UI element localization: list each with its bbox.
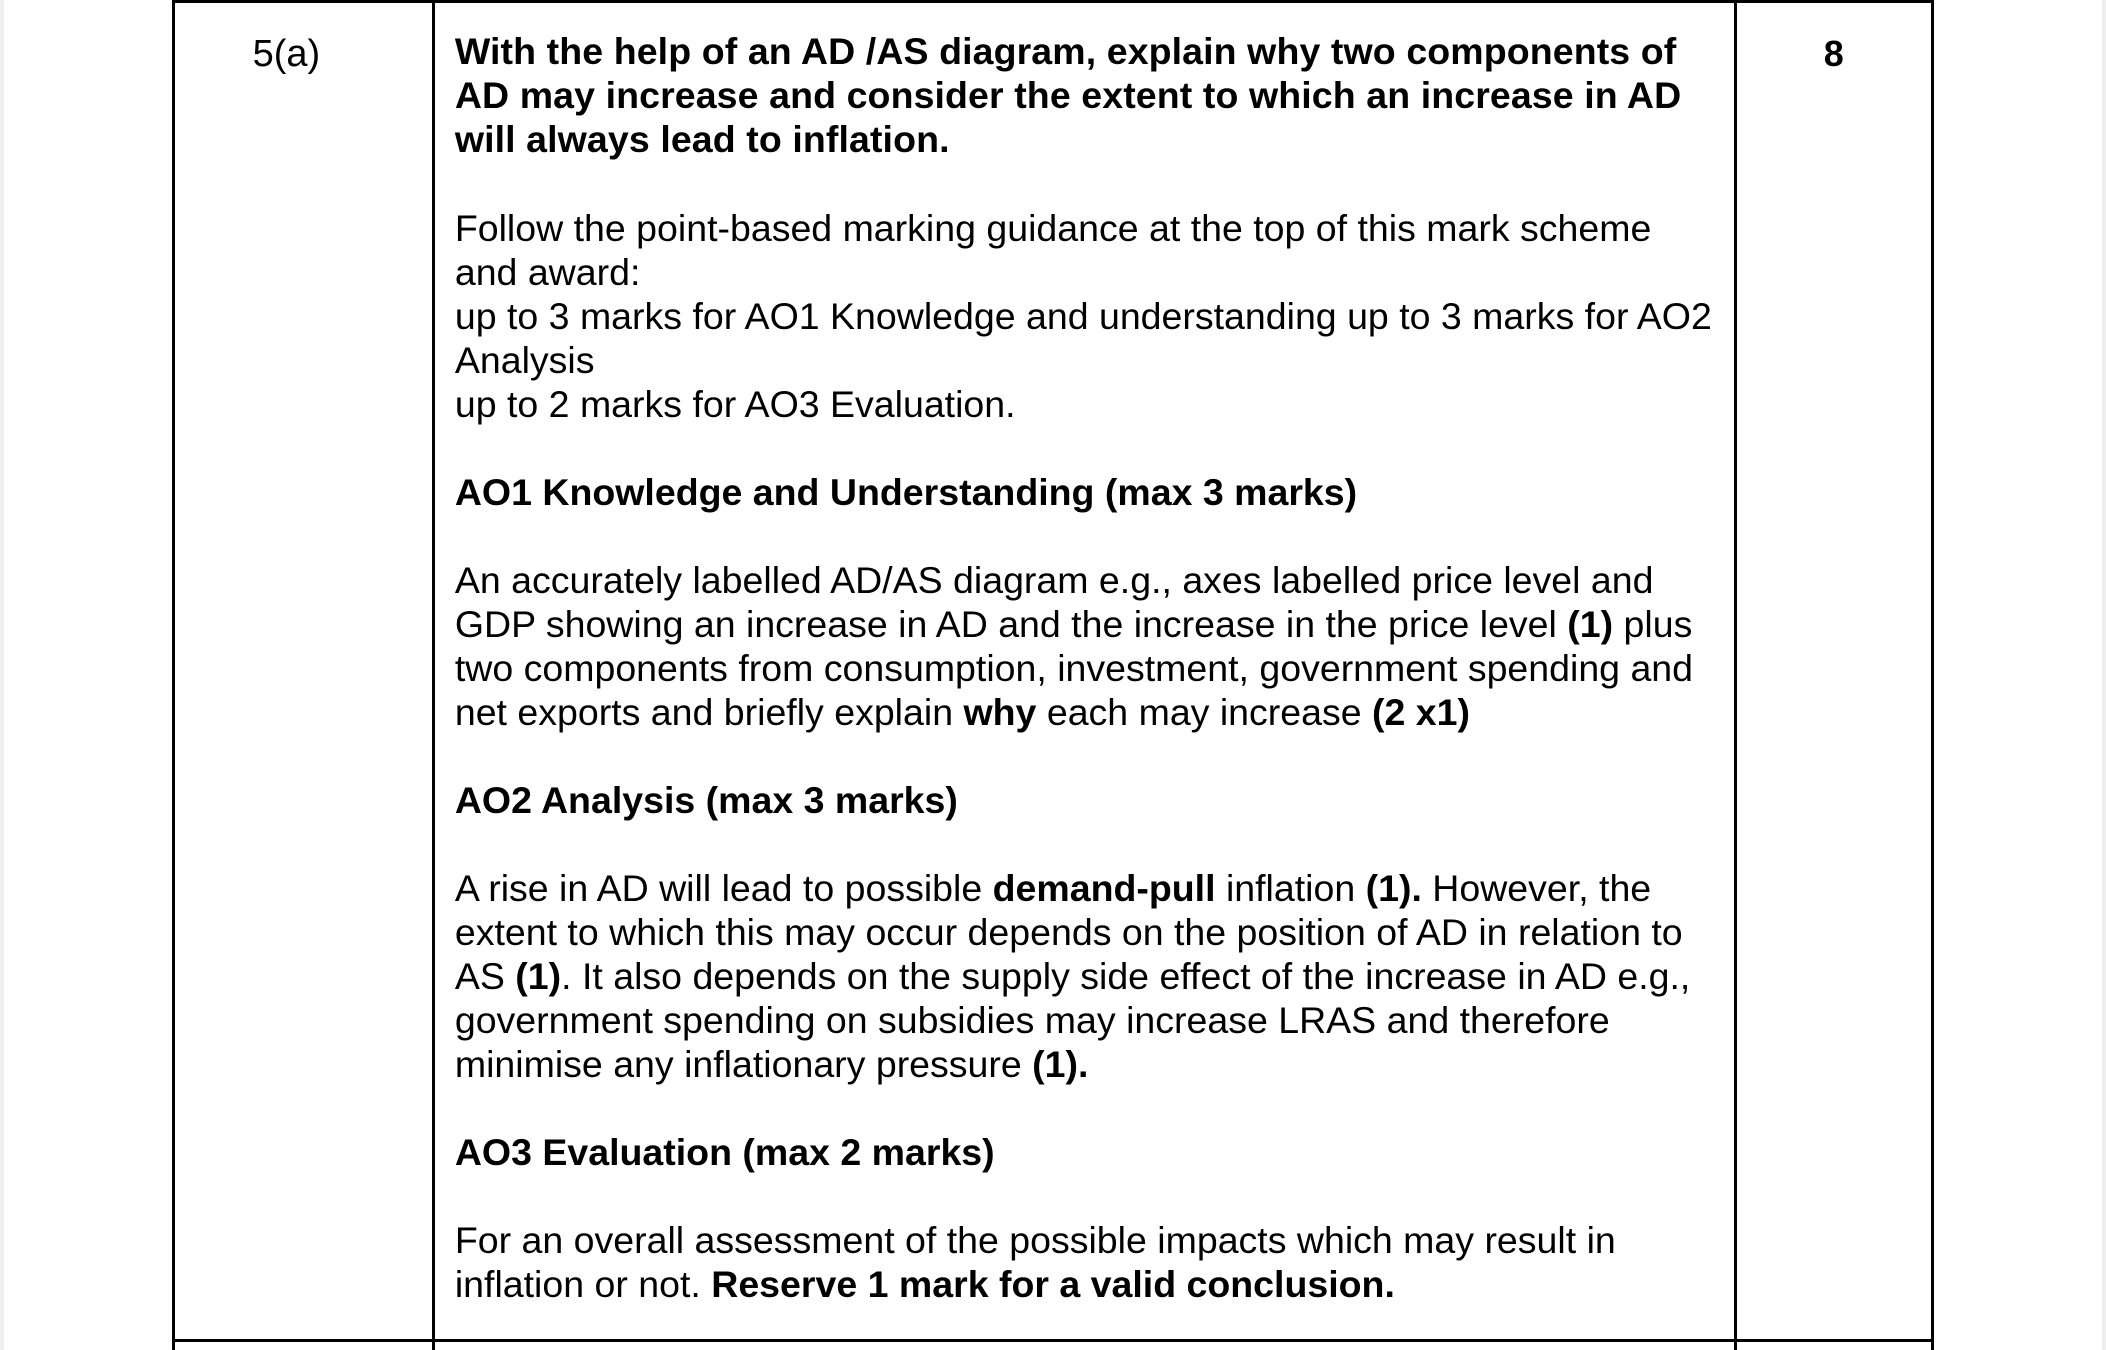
ao2-emphasis-demand-pull: demand-pull bbox=[992, 867, 1216, 909]
ao1-emphasis-why: why bbox=[963, 691, 1037, 733]
marks-total: 8 bbox=[1735, 2, 1932, 1341]
ao2-heading: AO2 Analysis (max 3 marks) bbox=[454, 779, 958, 821]
guidance-line-3: up to 2 marks for AO3 Evaluation. bbox=[454, 383, 1016, 425]
ao3-heading: AO3 Evaluation (max 2 marks) bbox=[454, 1131, 995, 1173]
next-row-cell-marks bbox=[1735, 1341, 1932, 1350]
ao1-mark-1: (1) bbox=[1567, 603, 1614, 645]
ao1-text-2: plus two components from consumption, investment, government spending and net exports and briefly explain bbox=[454, 603, 1694, 733]
ao2-text-1: A rise in AD will lead to possible bbox=[454, 867, 993, 909]
ao2-text-4: . It also depends on the supply side effect of the increase in AD e.g., government spending on subsidies may increase LRAS and therefore minimise any inflationary pressure bbox=[454, 955, 1691, 1085]
mark-scheme-table bbox=[172, 0, 1934, 1350]
next-row-cell-q bbox=[174, 1341, 434, 1350]
question-row bbox=[174, 2, 1933, 1341]
next-row-cell-answer bbox=[433, 1341, 1735, 1350]
guidance-line-2: up to 3 marks for AO1 Knowledge and understanding up to 3 marks for AO2 Analysis bbox=[454, 295, 1712, 381]
ao2-mark-1: (1). bbox=[1365, 867, 1422, 909]
ao1-mark-2: (2 x1) bbox=[1372, 691, 1470, 733]
marking-guidance bbox=[455, 206, 1716, 426]
question-text: With the help of an AD /AS diagram, explain why two components of AD may increase and consider the extent to which an increase in AD will always lead to inflation. bbox=[454, 30, 1682, 160]
guidance-line-1: Follow the point-based marking guidance at the top of this mark scheme and award: bbox=[454, 207, 1652, 293]
question-number: 5(a) bbox=[174, 2, 434, 1341]
ao1-text-3: each may increase bbox=[1036, 691, 1372, 733]
ao3-text-1: For an overall assessment of the possible impacts which may result in inflation or not. bbox=[454, 1219, 1616, 1305]
answer-cell bbox=[433, 2, 1735, 1341]
ao2-body bbox=[455, 866, 1716, 1086]
ao1-body bbox=[455, 558, 1716, 734]
ao2-text-3: However, the extent to which this may occur depends on the position of AD in relation to AS bbox=[454, 867, 1683, 997]
ao1-text-1: An accurately labelled AD/AS diagram e.g., axes labelled price level and GDP showing an increase in AD and the increase in the price level bbox=[454, 559, 1654, 645]
ao1-heading: AO1 Knowledge and Understanding (max 3 marks) bbox=[454, 471, 1358, 513]
ao3-conclusion-note: Reserve 1 mark for a valid conclusion. bbox=[711, 1263, 1395, 1305]
ao2-text-2: inflation bbox=[1215, 867, 1366, 909]
ao2-mark-3: (1). bbox=[1032, 1043, 1089, 1085]
page-edge-right bbox=[2102, 0, 2106, 1350]
next-row-strip bbox=[174, 1341, 1933, 1350]
page-edge-left bbox=[0, 0, 4, 1350]
ao3-body bbox=[455, 1218, 1716, 1306]
ao2-mark-2: (1) bbox=[515, 955, 562, 997]
